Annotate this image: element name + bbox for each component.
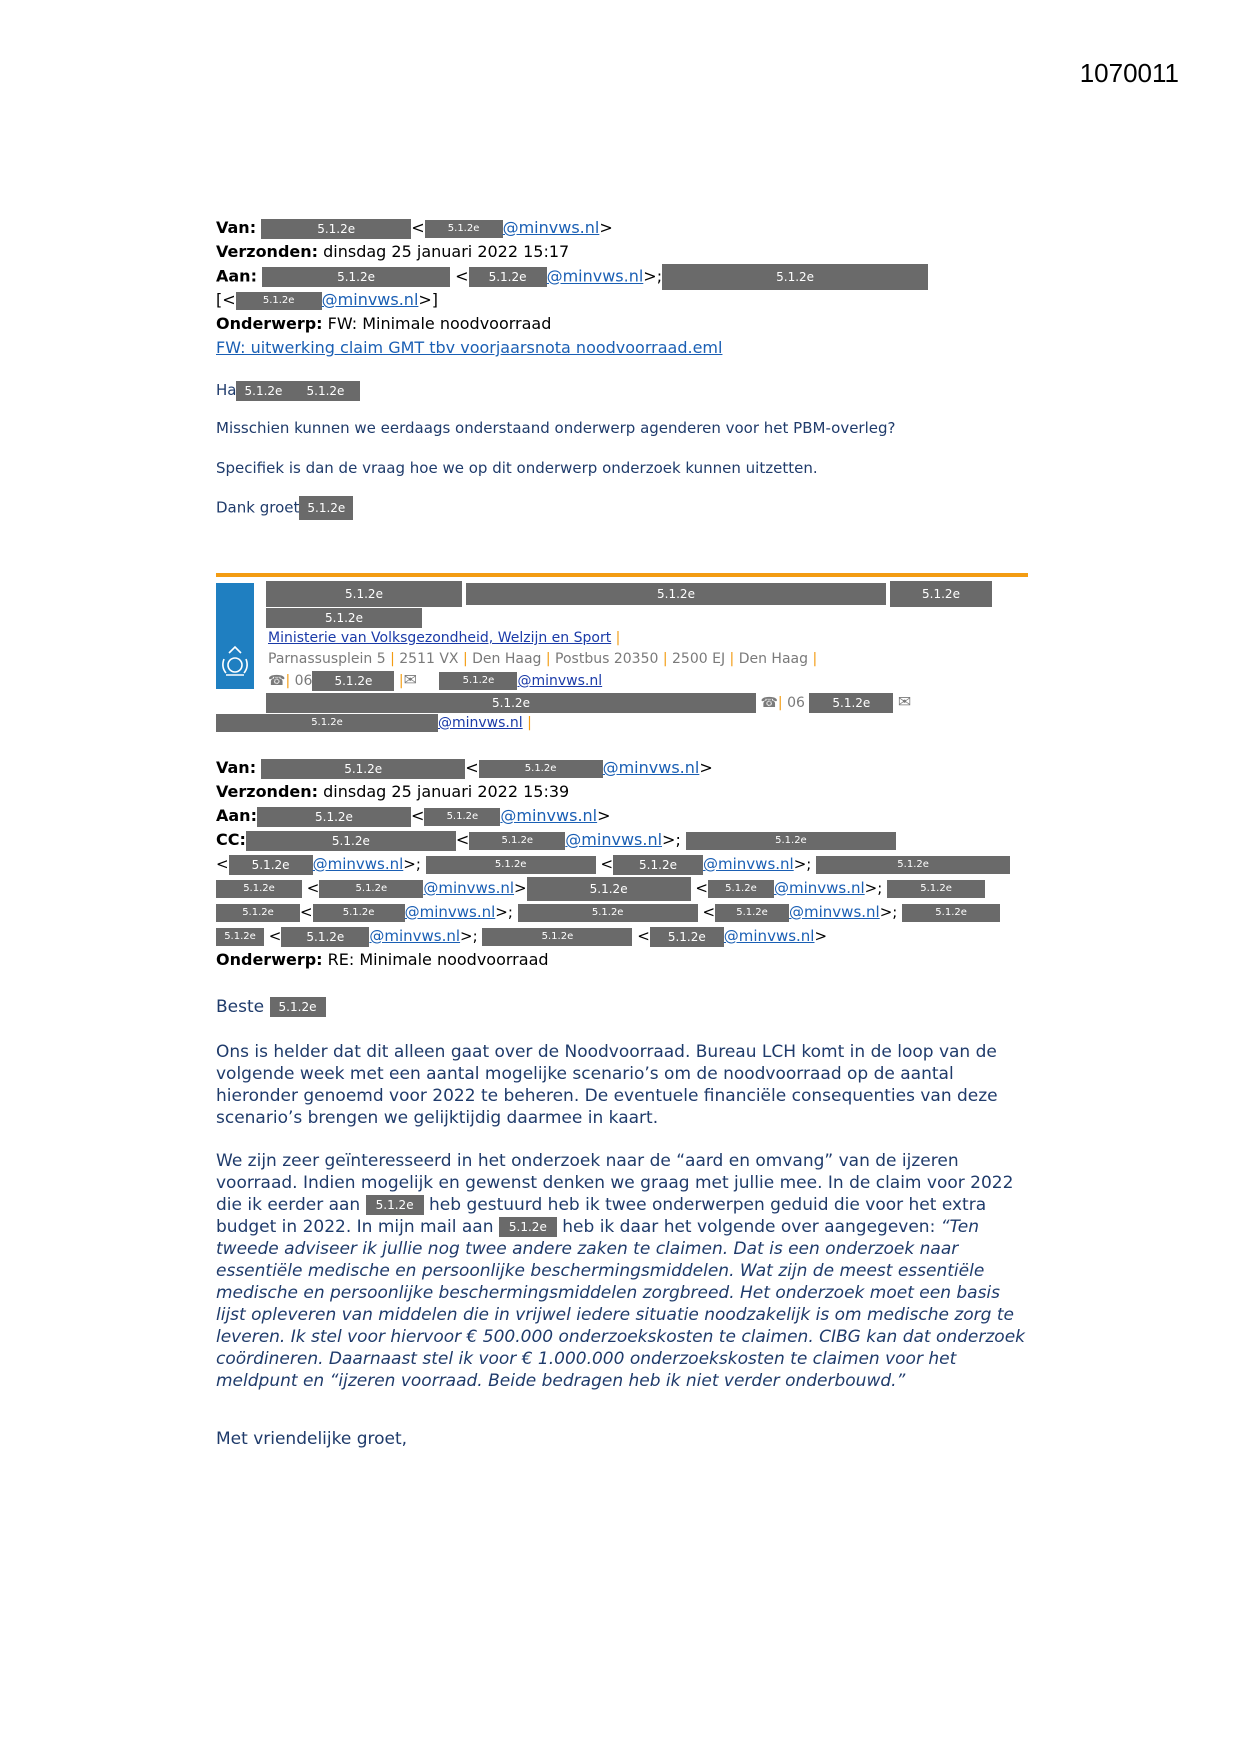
sent-label: Verzonden: [216,242,319,261]
coat-of-arms-icon [216,583,254,689]
email1-greeting [216,380,1026,401]
email-link[interactable]: @minvws.nl [500,806,598,825]
redaction: 5.1.2e [469,267,547,287]
email1-subject-line [216,312,551,336]
cc-label: CC: [216,830,246,849]
address-pobox: Postbus 20350 [555,651,659,667]
signature-title-redaction [266,608,422,628]
email-link[interactable]: @minvws.nl [502,218,600,237]
document-id: 1070011 [1079,58,1179,88]
attachment-link[interactable]: FW: uitwerking claim GMT tbv voorjaarsnota noodvoorraad.eml [216,338,723,357]
email1-from-line: Van: 5.1.2e < 5.1.2e @minvws.nl> [216,218,613,237]
redaction: 5.1.2e [313,904,405,922]
redaction: 5.1.2e [715,904,789,922]
to-label: Aan: [216,266,257,286]
redaction: 5.1.2e [216,714,438,732]
email2-to-line: Aan: 5.1.2e < 5.1.2e @minvws.nl> [216,806,611,825]
redaction: 5.1.2e [366,1195,424,1215]
address-pobox-postcode: 2500 EJ [672,651,726,667]
phone-prefix: 06 [294,673,313,689]
subject-value: RE: Minimale noodvoorraad [327,950,549,969]
email2-cc-line-2: < 5.1.2e @minvws.nl>; 5.1.2e < 5.1.2e @minvws.nl>; 5.1.2e [216,852,1010,876]
address-postcode: 2511 VX [399,651,459,667]
email2-cc-line-3: 5.1.2e < 5.1.2e @minvws.nl> 5.1.2e < 5.1.2e @minvws.nl>; 5.1.2e [216,876,985,901]
email2-cc-line-4: 5.1.2e < 5.1.2e @minvws.nl>; 5.1.2e < 5.1.2e @minvws.nl>; 5.1.2e [216,900,1000,924]
redaction: 5.1.2e [290,381,360,401]
redaction: 5.1.2e [527,877,691,901]
redaction: 5.1.2e [266,608,422,628]
redaction: 5.1.2e [890,581,992,607]
address-street: Parnassusplein 5 [268,651,386,667]
email-link[interactable]: @minvws.nl [703,855,794,873]
p2-text-b: heb gestuurd heb ik twee onderwerpen geduid die voor het extra budget in 2022. In mijn mail aan [216,1195,987,1237]
redaction: 5.1.2e [236,292,322,310]
redaction: 5.1.2e [262,267,450,287]
mail-icon: ✉ [403,670,418,689]
email-link[interactable]: @minvws.nl [602,758,700,777]
redaction: 5.1.2e [650,927,724,947]
email2-from-line: Van: 5.1.2e < 5.1.2e @minvws.nl> [216,758,713,777]
email-link[interactable]: @minvws.nl [565,830,663,849]
contact-line-2: 5.1.2e ☎| 06 5.1.2e ✉ [266,692,911,713]
signature-name-redactions [266,581,992,607]
from-label: Van: [216,218,257,237]
phone-prefix: 06 [787,695,805,711]
quoted-text: “Ten tweede adviseer ik jullie nog twee andere zaken te claimen. Dat is een onderzoek naar essentiële medische en persoonlijke beschermingsmiddelen. Wat zijn de meest essentiële medische en persoonlijke beschermingsmiddelen zorgbreed. Het onderzoek moet een basis lijst opleveren van middelen die in vrijwel iedere situatie noodzakelijk is om medische zorg te leveren. Ik stel voor hiervoor € 500.000 onderzoekskosten te claimen. CIBG kan dat onderzoek coördineren. Daarnaast stel ik voor € 1.000.000 onderzoekskosten te claimen voor het meldpunt en “ijzeren voorraad. Beide bedragen heb ik niet verder onderbouwd.” [216,1217,1026,1391]
email1-to-line2: [< 5.1.2e @minvws.nl>] [216,290,439,309]
redaction: 5.1.2e [816,856,1010,874]
p2-text-a: We zijn zeer geïnteresseerd in het onderzoek naar de “aard en omvang” van de ijzeren voorraad. Indien mogelijk en gewenst denken we graag met jullie mee. In de claim voor 2022 die ik eerder aan [216,1151,1014,1215]
mail-icon: ✉ [897,692,912,711]
sent-value: dinsdag 25 januari 2022 15:39 [323,782,570,801]
redaction: 5.1.2e [261,759,465,779]
redaction: 5.1.2e [518,904,698,922]
to-label: Aan: [216,806,257,825]
redaction: 5.1.2e [270,997,326,1017]
redaction: 5.1.2e [469,832,565,850]
sent-label: Verzonden: [216,782,319,801]
redaction: 5.1.2e [281,927,369,947]
address-city: Den Haag [472,651,542,667]
redaction: 5.1.2e [216,880,302,898]
redaction: 5.1.2e [216,904,300,922]
redaction: 5.1.2e [466,583,886,605]
email2-closing: Met vriendelijke groet, [216,1429,408,1449]
phone-icon: ☎ [760,695,778,711]
email-link[interactable]: @minvws.nl [312,855,404,873]
subject-label: Onderwerp: [216,314,323,333]
attachment-line [216,336,722,360]
address-line: Parnassusplein 5 | 2511 VX | Den Haag | Postbus 20350 | 2500 EJ | Den Haag | [268,651,818,667]
redaction: 5.1.2e [809,693,893,713]
p2-text-c: heb ik daar het volgende over aangegeven: [562,1217,936,1237]
phone-icon: ☎ [268,673,286,689]
redaction: 5.1.2e [229,855,313,875]
email1-paragraph-1: Misschien kunnen we eerdaags onderstaand onderwerp agenderen voor het PBM-overleg? [216,419,896,437]
redaction: 5.1.2e [887,880,985,898]
redaction: 5.1.2e [216,928,264,946]
email2-cc-line-1: CC: 5.1.2e < 5.1.2e @minvws.nl>; 5.1.2e [216,828,896,852]
redaction: 5.1.2e [424,808,500,826]
ministry-logo [216,583,254,689]
greeting-text: Beste [216,997,265,1017]
redaction: 5.1.2e [246,831,456,851]
subject-value: FW: Minimale noodvoorraad [327,314,552,333]
email-link[interactable]: @minvws.nl [369,927,461,945]
redaction: 5.1.2e [613,855,703,875]
redaction: 5.1.2e [266,581,462,607]
from-label: Van: [216,758,257,777]
redaction: 5.1.2e [499,1217,557,1237]
redaction: 5.1.2e [426,856,596,874]
redaction: 5.1.2e [479,760,603,778]
subject-label: Onderwerp: [216,950,323,969]
redaction: 5.1.2e [236,381,290,401]
email1-paragraph-2: Specifiek is dan de vraag hoe we op dit onderwerp onderzoek kunnen uitzetten. [216,459,818,477]
email1-closing [216,496,1026,520]
email2-paragraph-2 [216,1150,1026,1392]
redaction: 5.1.2e [312,671,394,691]
redaction: 5.1.2e [902,904,1000,922]
redaction: 5.1.2e [257,807,411,827]
redaction: 5.1.2e [482,928,632,946]
email2-sent-line [216,780,569,804]
email-link[interactable]: @minvws.nl [546,266,644,286]
contact-line-3: 5.1.2e @minvws.nl | [216,714,532,732]
redaction: 5.1.2e [686,832,896,850]
ministry-name-line: Ministerie van Volksgezondheid, Welzijn en Sport | [268,630,621,646]
email1-sent-line [216,240,569,264]
redaction: 5.1.2e [425,220,503,238]
redaction: 5.1.2e [439,672,517,690]
email-link[interactable]: @minvws.nl [723,927,815,945]
email-link[interactable]: @minvws.nl [423,879,515,897]
redaction: 5.1.2e [662,264,928,290]
email2-subject-line [216,948,549,972]
greeting-text: Ha [216,381,237,399]
email1-to-line: Aan: 5.1.2e < 5.1.2e @minvws.nl>; 5.1.2e [216,264,928,290]
email2-greeting [216,996,1026,1018]
email-link[interactable]: @minvws.nl [517,673,603,689]
sent-value: dinsdag 25 januari 2022 15:17 [323,242,570,261]
signature-divider [216,573,1028,577]
email-link[interactable]: @minvws.nl [321,290,419,309]
email-link[interactable]: @minvws.nl [404,903,496,921]
redaction: 5.1.2e [299,496,353,520]
closing-text: Dank groet [216,498,300,517]
redaction: 5.1.2e [319,880,423,898]
email-link[interactable]: @minvws.nl [773,879,865,897]
address-pobox-city: Den Haag [738,651,808,667]
email2-cc-line-5: 5.1.2e < 5.1.2e @minvws.nl>; 5.1.2e < 5.1.2e @minvws.nl> [216,924,827,948]
redaction: 5.1.2e [266,693,756,713]
email-link[interactable]: @minvws.nl [789,903,880,921]
email-link[interactable]: @minvws.nl [438,715,523,731]
contact-line: ☎| 06 5.1.2e |✉ 5.1.2e @minvws.nl [268,670,603,689]
redaction: 5.1.2e [261,219,411,239]
redaction: 5.1.2e [708,880,774,898]
email2-paragraph-1: Ons is helder dat dit alleen gaat over de Noodvoorraad. Bureau LCH komt in de loop van de volgende week met een aantal mogelijke scenario’s om de noodvoorraad op de aantal hieronder genoemd voor 2022 te beheren. De eventuele financiële consequenties van deze scenario’s brengen we gelijktijdig daarmee in kaart. [216,1042,998,1128]
ministry-link[interactable]: Ministerie van Volksgezondheid, Welzijn en Sport [268,630,612,646]
